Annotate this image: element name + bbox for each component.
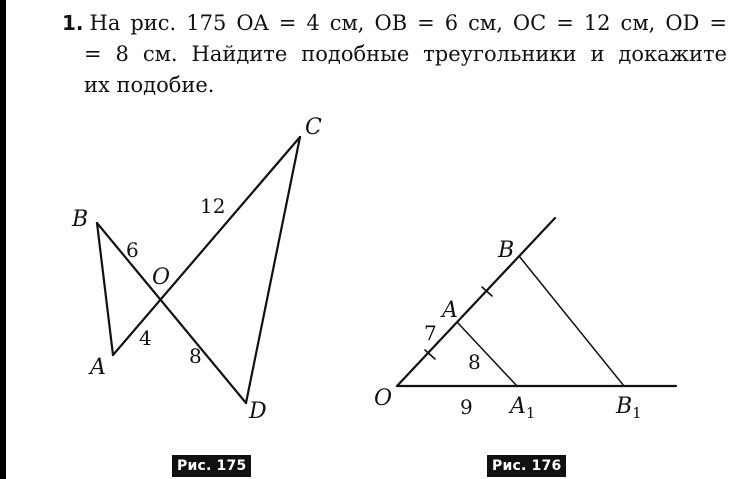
point-B1-letter: B	[616, 394, 633, 419]
length-OA-label: 4	[139, 326, 152, 350]
point-A-label: A	[90, 355, 106, 380]
length-OD-label: 8	[189, 344, 202, 368]
point-A1-letter: A	[510, 394, 526, 419]
segment-AA1	[457, 322, 517, 386]
figure-175-caption: Рис. 175	[172, 455, 251, 477]
segment-AB	[97, 223, 113, 355]
segment-AC	[113, 137, 300, 355]
length-OA-label-176: 7	[424, 321, 437, 345]
figure-175-labels	[71, 115, 322, 424]
figure-176-labels	[374, 238, 642, 422]
length-OA1-label: 9	[460, 395, 473, 419]
problem-number: 1.	[62, 11, 84, 35]
segment-BD	[97, 223, 246, 403]
point-O-label: O	[152, 265, 171, 290]
point-A1-label	[508, 394, 535, 422]
figure-176-caption: Рис. 176	[487, 455, 566, 477]
point-C-label: C	[305, 115, 322, 140]
segment-BB1	[519, 256, 624, 386]
point-B1-subscript: 1	[632, 404, 642, 422]
length-AA1-label: 8	[468, 350, 481, 374]
problem-line-2: = 8 см. Найдите подобные треугольники и докажите	[84, 42, 727, 66]
point-A1-subscript: 1	[525, 404, 536, 422]
length-OB-label: 6	[126, 238, 139, 262]
point-D-label: D	[249, 399, 267, 424]
figure-176	[397, 218, 676, 386]
point-B-label: B	[72, 207, 89, 232]
length-OC-label: 12	[200, 194, 226, 218]
point-A-label-176: A	[442, 298, 458, 323]
problem-line-3: их подобие.	[84, 73, 215, 97]
point-O-label-176: O	[374, 386, 393, 411]
problem-text-1: На рис. 175 OA = 4 см, OB = 6 см, OC = 12 см, OD =	[89, 11, 727, 35]
segment-CD	[246, 137, 300, 403]
point-B-label-176: B	[498, 238, 515, 263]
point-B1-label	[615, 394, 642, 422]
